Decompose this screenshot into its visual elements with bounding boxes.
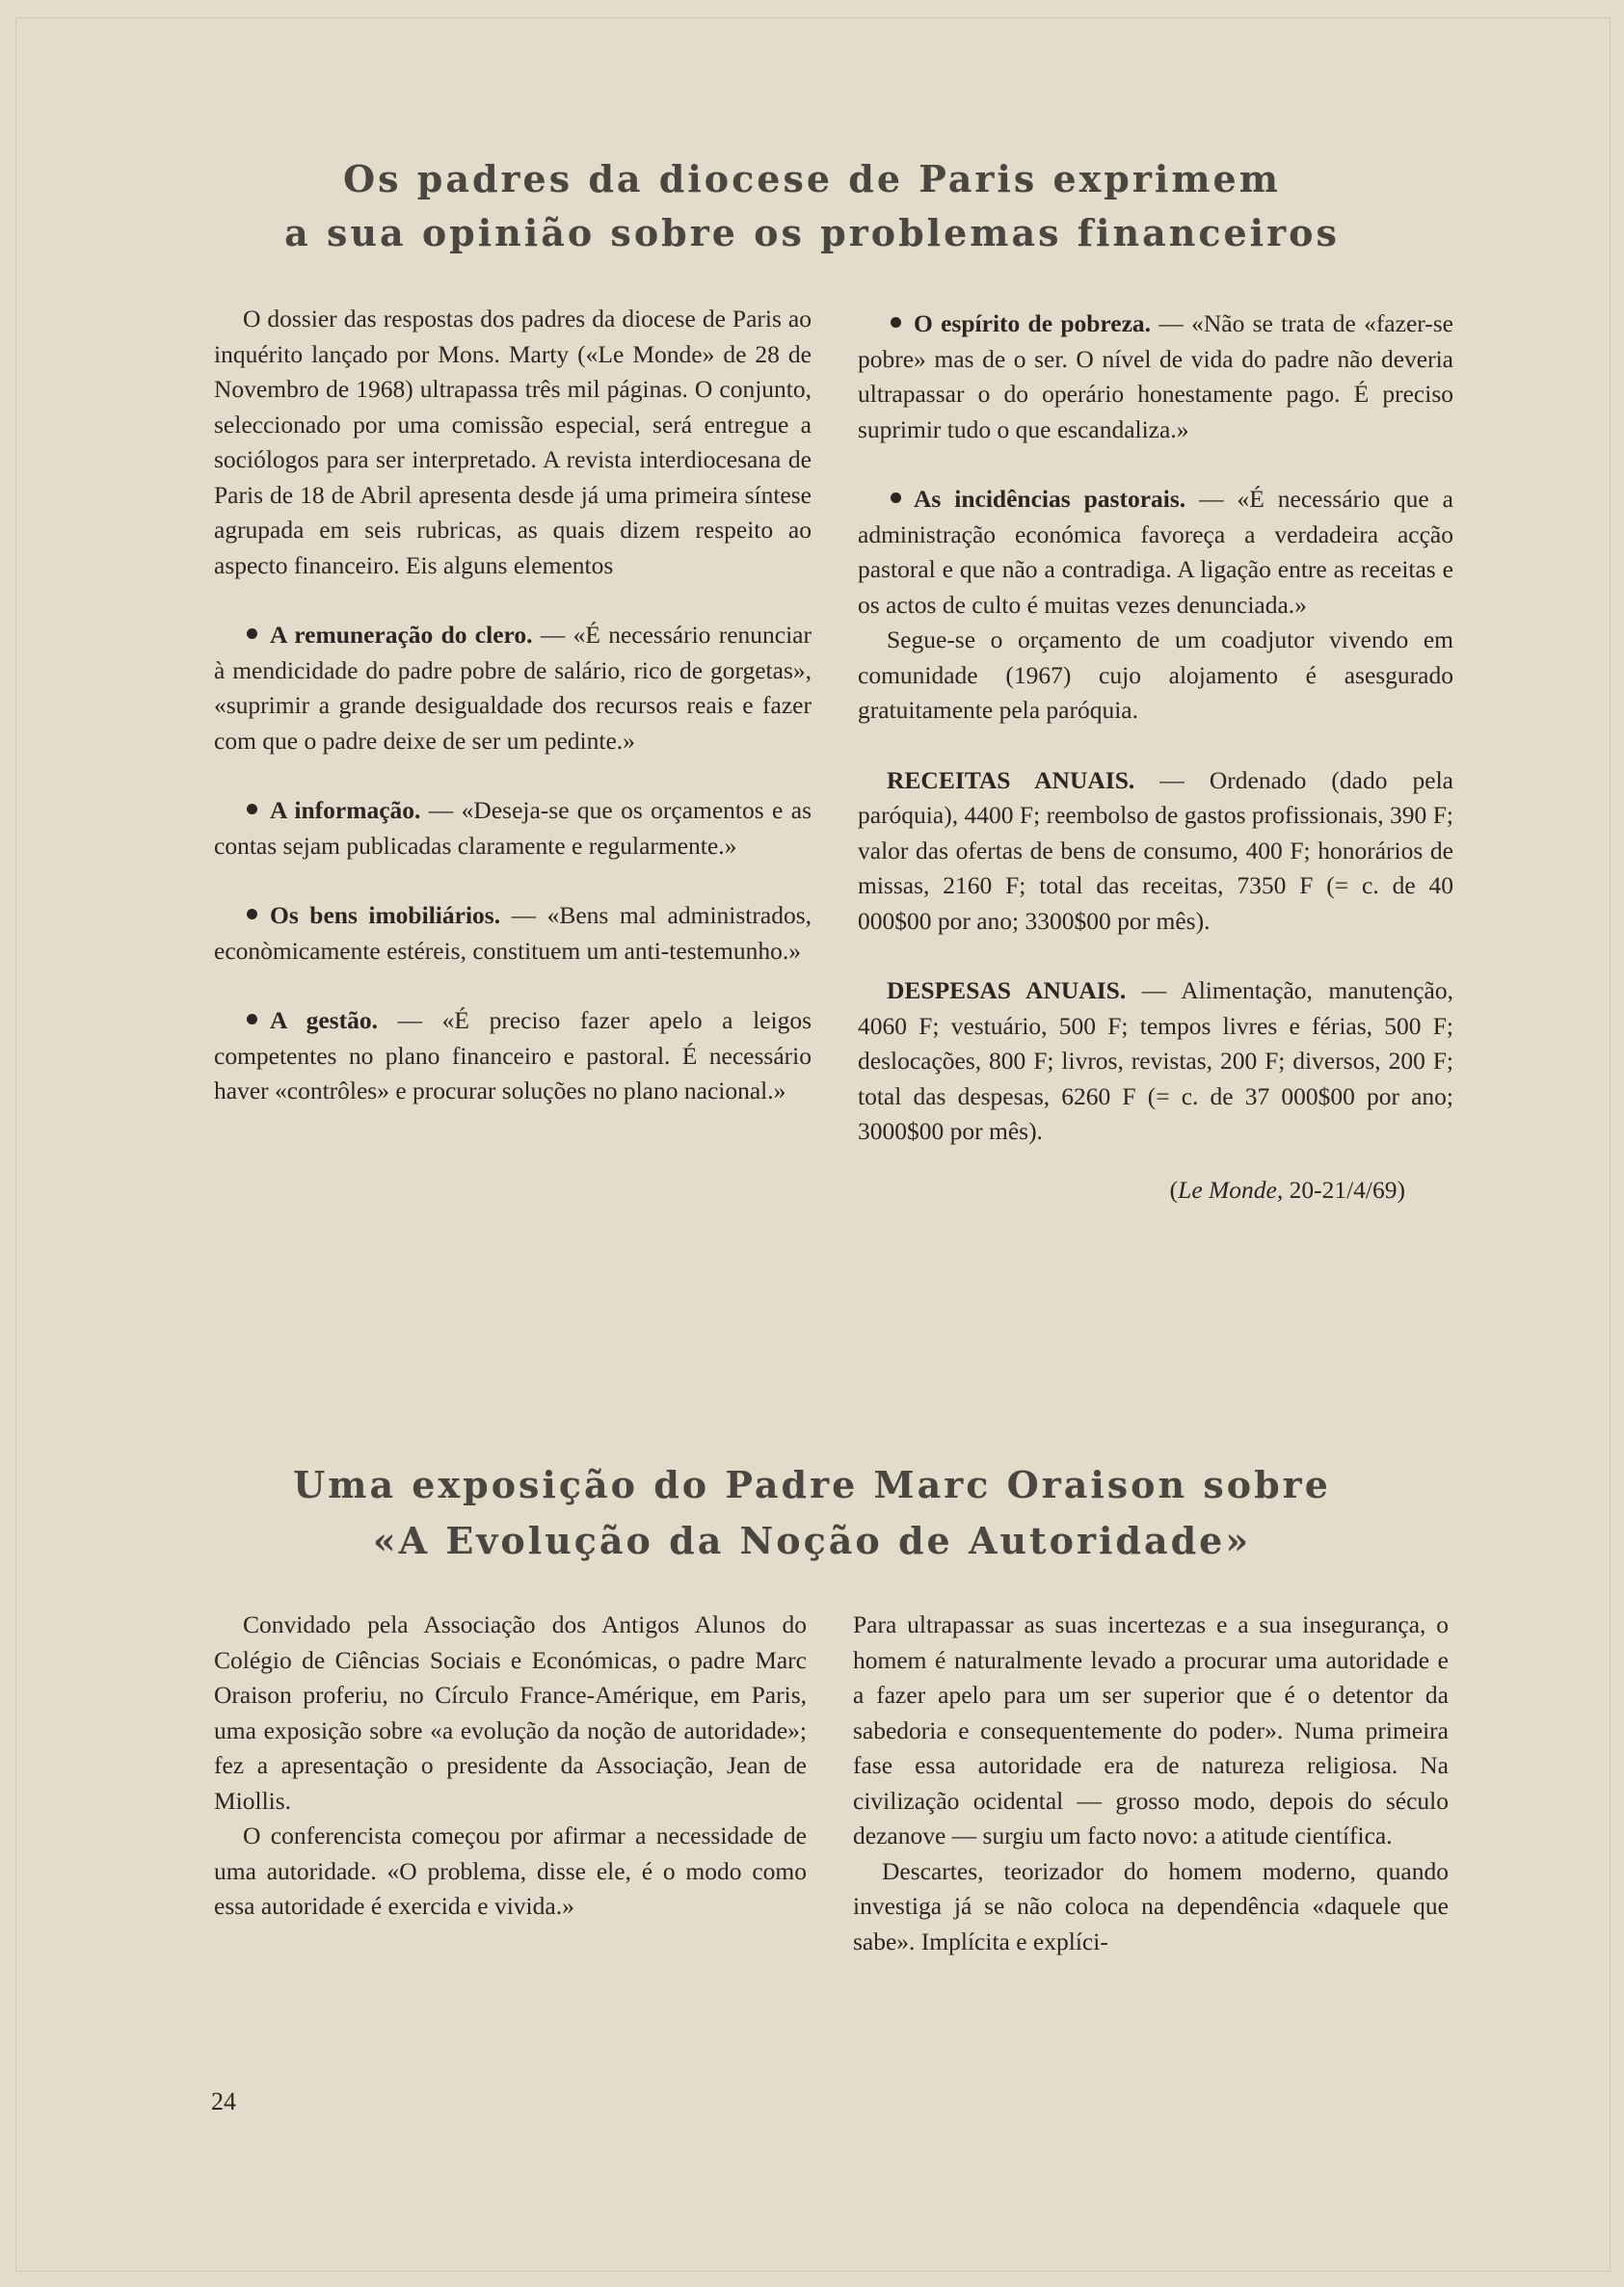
item-espirito-pobreza — [858, 306, 1453, 447]
despesas-anuais — [858, 973, 1453, 1150]
despesas-heading: DESPESAS ANUAIS. — [887, 976, 1127, 1004]
article1-title-line1: Os padres da diocese de Paris exprimem — [343, 157, 1281, 200]
item-incidencias-pastorais — [858, 482, 1453, 623]
item-text: — «É necessário que a administração económica favoreça a verdadeira acção pastoral e que não a contradiga. A ligação entre as receitas e os actos de culto é muitas vezes denunciada.» — [858, 485, 1453, 619]
item-text: — «Não se trata de «fazer-se pobre» mas de o ser. O nível de vida do padre não deveria ultrapassar o do operário honestamente pago. É preciso suprimir tudo o que escandaliza.» — [858, 309, 1453, 443]
article2-title — [0, 1457, 1624, 1569]
article1-column-right — [858, 306, 1453, 1208]
bullet-icon — [243, 793, 270, 829]
article1-source: (Le Monde, 20-21/4/69) — [1169, 1175, 1405, 1204]
article2-title-line1: Uma exposição do Padre Marc Oraison sobre — [293, 1463, 1331, 1506]
budget-intro: Segue-se o orçamento de um coadjutor vivendo em comunidade (1967) cujo alojamento é asesgurado gratuitamente pela paróquia. — [858, 625, 1453, 724]
item-bens-imobiliarios — [214, 898, 812, 969]
article2-paragraph-1: Convidado pela Associação dos Antigos Alunos do Colégio de Ciências Sociais e Económicas, o padre Marc Oraison proferiu, no Círculo France-Amérique, em Paris, uma exposição sobre «a evolução da noção de autoridade»; fez a apresentação o presidente da Associação, Jean de Miollis. — [214, 1610, 807, 1815]
item-gestao — [214, 1003, 812, 1109]
item-heading: As incidências pastorais. — [914, 485, 1186, 513]
receitas-heading: RECEITAS ANUAIS. — [887, 765, 1135, 794]
item-text: — «É necessário renunciar à mendicidade do padre pobre de salário, rico de gorgetas», «suprimir a grande desigualdade dos recursos reais e fazer com que o padre deixe de ser um pedinte.» — [214, 621, 812, 755]
bullet-icon — [243, 898, 270, 934]
article1-column-left — [214, 302, 812, 1109]
receitas-anuais — [858, 763, 1453, 940]
bullet-icon — [243, 618, 270, 653]
article2-column-right — [853, 1608, 1449, 1959]
bullet-icon — [243, 1003, 270, 1039]
item-heading: A informação. — [270, 796, 421, 824]
item-text: — «É preciso fazer apelo a leigos competentes no plano financeiro e pastoral. É necessário haver «contrôles» e procurar soluções no plano nacional.» — [214, 1006, 812, 1104]
item-remuneracao — [214, 618, 812, 758]
article2-column-left — [214, 1608, 807, 1925]
bullet-icon — [887, 306, 914, 342]
article1-intro: O dossier das respostas dos padres da diocese de Paris ao inquérito lançado por Mons. Marty («Le Monde» de 28 de Novembro de 1968) ultrapassa três mil páginas. O conjunto, seleccionado por uma comissão especial, será entregue a sociólogos para ser interpretado. A revista interdiocesana de Paris de 18 de Abril apresenta desde já uma primeira síntese agrupada em seis rubricas, as quais dizem respeito ao aspecto financeiro. Eis alguns elementos — [214, 305, 812, 579]
article2-paragraph-2: O conferencista começou por afirmar a necessidade de uma autoridade. «O problema, disse ele, é o modo como essa autoridade é exercida e vivida.» — [214, 1822, 807, 1920]
item-text: — «Bens mal administrados, econòmicamente estéreis, constituem um anti-testemunho.» — [214, 901, 812, 965]
bullet-icon — [887, 482, 914, 518]
article2-title-line2: «A Evolução da Noção de Autoridade» — [372, 1519, 1252, 1562]
page-number: 24 — [211, 2088, 236, 2115]
article1-title-line2: a sua opinião sobre os problemas financeiros — [284, 211, 1340, 254]
receitas-text: — Ordenado (dado pela paróquia), 4400 F; reembolso de gastos profissionais, 390 F; valor das ofertas de bens de consumo, 400 F; honorários de missas, 2160 F; total das receitas, 7350 F (= c. de 40 000$00 por ano; 3300$00 por mês). — [858, 765, 1454, 935]
item-heading: A gestão. — [270, 1006, 378, 1034]
article2-paragraph-3: Para ultrapassar as suas incertezas e a sua insegurança, o homem é naturalmente levado a procurar uma autoridade e a fazer apelo para um ser superior que é o detentor da sabedoria e consequentemente do poder». Numa primeira fase essa autoridade era de natureza religiosa. Na civilização ocidental — grosso modo, depois do século dezanove — surgiu um facto novo: a atitude científica. — [853, 1610, 1449, 1849]
source-date: 20-21/4/69 — [1289, 1175, 1398, 1204]
item-heading: O espírito de pobreza. — [914, 309, 1152, 337]
article1-title — [0, 152, 1624, 260]
item-heading: Os bens imobiliários. — [270, 901, 501, 929]
item-informacao — [214, 793, 812, 864]
item-heading: A remuneração do clero. — [270, 621, 533, 649]
article2-paragraph-4: Descartes, teorizador do homem moderno, quando investiga já se não coloca na dependência «daquele que sabe». Implícita e explíci- — [853, 1856, 1449, 1955]
despesas-text: — Alimentação, manutenção, 4060 F; vestuário, 500 F; tempos livres e férias, 500 F; deslocações, 800 F; livros, revistas, 200 F; diversos, 200 F; total das despesas, 6260 F (= c. de 37 000$00 por ano; 3000$00 por mês). — [858, 976, 1453, 1145]
item-text: — «Deseja-se que os orçamentos e as contas sejam publicadas claramente e regularmente.» — [214, 796, 812, 860]
source-name: Le Monde, — [1178, 1175, 1284, 1204]
